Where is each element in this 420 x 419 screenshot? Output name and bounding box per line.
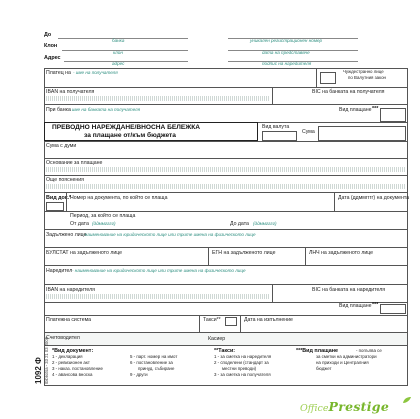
lnch-label: ЛНЧ на задълженото лице — [309, 250, 374, 256]
currency-field[interactable] — [262, 131, 297, 141]
foreign-person-sub: по Валутния закон — [348, 75, 386, 80]
pri-banka-label: При банка — [46, 107, 71, 113]
doc-type-item: 9 - други — [130, 372, 148, 377]
egn-field[interactable] — [212, 256, 302, 264]
doc-type-item: принуд. събиране — [138, 366, 175, 371]
do-hint: банка — [112, 38, 125, 43]
execution-date-label: Дата на изпълнение — [244, 317, 293, 323]
obligor-hint: - наименование на юридическото лице или трите имена на физическото лице — [82, 232, 256, 237]
bic-payer-label: BIC на банката на наредителя — [312, 287, 386, 293]
period-from-label: От дата — [70, 221, 89, 227]
lnch-field[interactable] — [309, 256, 406, 264]
pri-banka-hint: - име на банката на получателя — [69, 107, 141, 112]
payment-type-2-label: Вид плащане — [339, 303, 372, 309]
bulstat-label: БУЛСТАТ на задълженото лице — [46, 250, 123, 256]
accountant-field[interactable] — [80, 334, 200, 344]
vid-plashtane-marks: *** — [372, 106, 379, 112]
fees-label: Такси** — [203, 317, 221, 323]
additional-info-field[interactable] — [46, 183, 406, 191]
bulstat-field[interactable] — [46, 256, 206, 264]
submission-date-hint: дата на представяне — [262, 50, 310, 55]
additional-info-label: Още пояснения — [46, 177, 84, 183]
fees-footnote-title: **Такси: — [214, 348, 236, 354]
period-from-hint: (ддммгггг) — [92, 221, 116, 226]
fees-field[interactable] — [225, 317, 237, 326]
cashier-field[interactable] — [230, 334, 330, 344]
adres-label: Адрес — [44, 55, 61, 61]
doc-date-field[interactable] — [338, 202, 406, 210]
doc-type-item: 5 - парт. номер на имот — [130, 354, 178, 359]
suma-label: Сума — [302, 129, 315, 135]
payee-hint: - име на получателя — [73, 70, 118, 75]
form-title: ПРЕВОДНО НАРЕЖДАНЕ/ВНОСНА БЕЛЕЖКА — [52, 124, 201, 131]
foreign-person-label: Чуждестранно лице — [343, 69, 384, 74]
side-form-code: 1092 Ф — [34, 357, 43, 384]
payment-reason-field[interactable] — [46, 166, 406, 174]
vid-valuta-label: Вид валута — [262, 124, 290, 130]
payment-type-footnote-line: на приходи и Централния — [316, 360, 369, 365]
period-to-label: До дата — [230, 221, 249, 227]
payer-label: Наредител — [46, 268, 73, 274]
execution-date-field[interactable] — [244, 323, 406, 331]
doc-number-label: Номер на документа, по който се плаща — [70, 195, 168, 201]
fees-item: местни преводи) — [222, 366, 257, 371]
address-field[interactable] — [64, 52, 188, 61]
foreign-person-checkbox[interactable] — [320, 72, 336, 84]
brand-logo-line2: Prestige — [328, 399, 390, 414]
doc-type-item: 3 - наказ. постановление — [52, 366, 103, 371]
registration-number-field[interactable] — [228, 29, 358, 38]
payment-system-label: Платежна система — [46, 317, 92, 323]
amount-words-label: Сума с думи — [46, 143, 77, 149]
obligor-field[interactable] — [46, 238, 406, 246]
period-label: Период, за който се плаща — [70, 213, 136, 219]
payer-field[interactable] — [46, 274, 406, 282]
payment-type-2-field[interactable] — [380, 304, 406, 314]
period-to-field[interactable] — [280, 219, 390, 227]
payment-type-footnote-desc: - попълва се — [356, 348, 382, 353]
payment-type-footnote-line: бюджет — [316, 366, 332, 371]
brand-leaf-icon — [402, 396, 412, 404]
adres-hint: адрес — [112, 61, 125, 66]
klon-hint: клон — [113, 50, 123, 55]
bic-recipient-label: BIC на банката на получателя — [312, 89, 385, 95]
doc-type-footnote-title: *Вид документ: — [52, 348, 94, 354]
iban-recipient-label: IBAN на получателя — [46, 89, 95, 95]
payee-label: Платец на — [46, 70, 71, 76]
iban-recipient-field[interactable] — [46, 95, 270, 103]
iban-payer-label: IBAN на наредителя — [46, 287, 95, 293]
brand-logo — [300, 398, 389, 416]
amount-words-field[interactable] — [46, 149, 406, 157]
payer-hint: - наименование на юридическото лице или трите имена на физическото лице — [72, 268, 246, 273]
bank-field[interactable] — [58, 29, 188, 38]
fees-item: 3 - за сметка на получателя — [214, 372, 271, 377]
payment-reason-label: Основание за плащане — [46, 160, 103, 166]
registration-number-hint: уникален регистрационен номер — [250, 38, 323, 43]
period-from-field[interactable] — [118, 219, 208, 227]
egn-label: ЕГН на задълженото лице — [212, 250, 276, 256]
doc-type-item: 4 - авансова вноска — [52, 372, 93, 377]
side-form-code-wrap — [28, 357, 46, 384]
fees-item: 1 - за сметка на наредителя — [214, 354, 272, 359]
payment-type-2-marks: *** — [372, 302, 379, 308]
payment-type-field[interactable] — [380, 108, 406, 122]
form-subtitle: за плащане от/към бюджета — [84, 132, 176, 139]
doc-type-item: 2 - ревизионен акт — [52, 360, 90, 365]
doc-date-label: Дата (ддммгггг) на документа — [338, 195, 410, 201]
klon-label: Клон — [44, 43, 58, 49]
bic-payer-field[interactable] — [274, 293, 406, 301]
payer-signature-field[interactable] — [228, 52, 358, 61]
payer-signature-hint: подпис на наредителя — [262, 61, 312, 66]
accountant-label: Счетоводител — [46, 335, 80, 341]
payment-type-footnote-title: ***Вид плащане — [296, 348, 338, 354]
bic-recipient-field[interactable] — [274, 95, 406, 103]
payee-name-field[interactable] — [46, 77, 316, 85]
doc-type-item: 6 - постановление за — [130, 360, 173, 365]
doc-type-label: Вид док.* — [46, 195, 72, 201]
doc-number-field[interactable] — [70, 202, 330, 210]
do-label: До — [44, 32, 52, 38]
payment-type-footnote-line: за сметки на администратори — [316, 354, 377, 359]
obligor-label: Задължено лице — [46, 232, 87, 238]
amount-field[interactable] — [318, 126, 406, 141]
vid-plashtane-label: Вид плащане — [339, 107, 372, 113]
fees-item: 2 - споделени (стандарт за — [214, 360, 269, 365]
iban-payer-field[interactable] — [46, 293, 270, 301]
brand-logo-line1: Office — [300, 403, 329, 414]
doc-type-item: 1 - декларация — [52, 354, 83, 359]
cashier-label: Касиер — [208, 336, 226, 342]
period-to-hint: (ддммгггг) — [253, 221, 277, 226]
payment-system-field[interactable] — [46, 323, 196, 331]
doc-type-field[interactable] — [46, 202, 64, 211]
side-print-code: Ibibliotsa - 33 21 03 2005 — [44, 336, 49, 384]
recipient-bank-field[interactable] — [46, 113, 336, 121]
